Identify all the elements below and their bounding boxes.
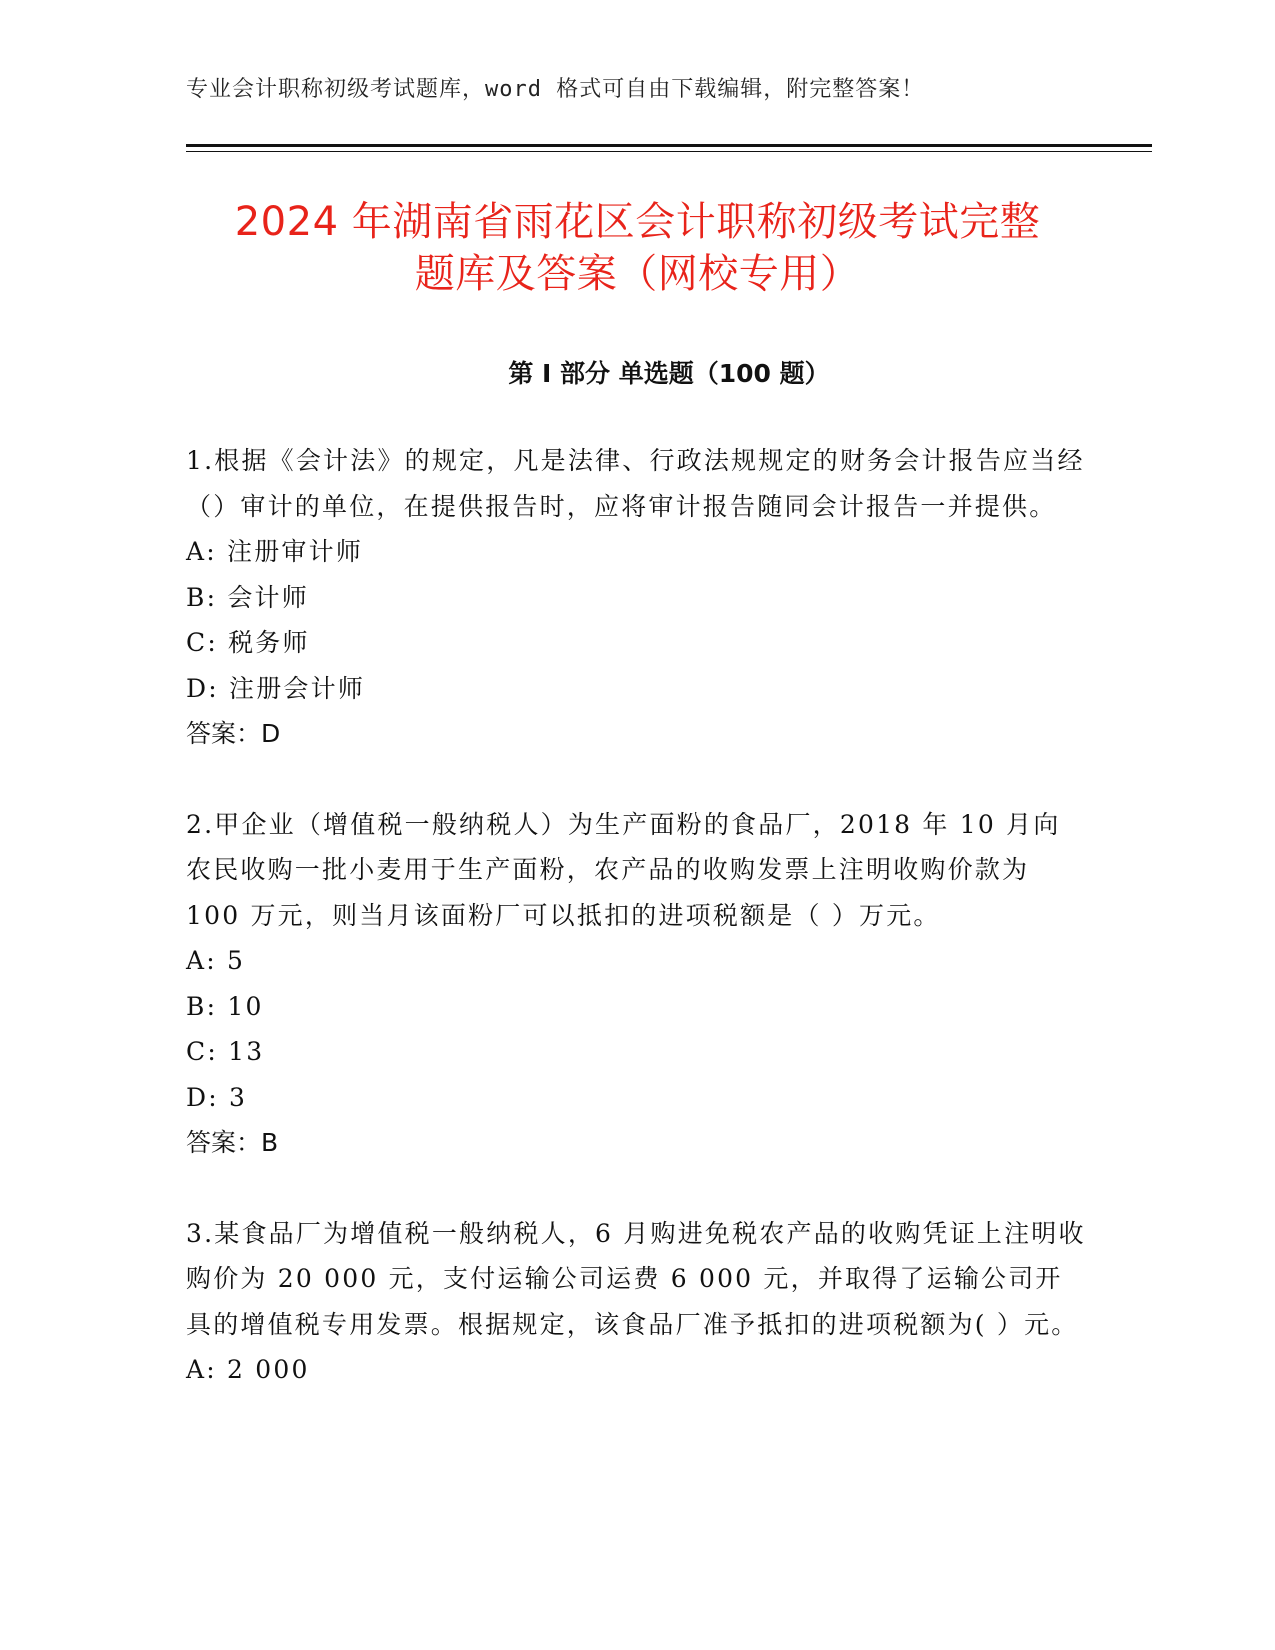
header-rule-thin bbox=[186, 151, 1152, 152]
document-title-line-1: 2024 年湖南省雨花区会计职称初级考试完整 bbox=[234, 199, 1041, 245]
question-2 bbox=[186, 802, 1086, 1166]
question-option-d: D: 3 bbox=[186, 1082, 248, 1112]
question-answer: 答案：D bbox=[186, 719, 281, 748]
question-option-a: A: 注册审计师 bbox=[186, 537, 364, 566]
question-stem: 1.根据《会计法》的规定，凡是法律、行政法规规定的财务会计报告应当经（）审计的单位，在提供报告时，应将审计报告随同会计报告一并提供。 bbox=[186, 446, 1085, 521]
question-option-b: B: 会计师 bbox=[186, 582, 309, 612]
question-1 bbox=[186, 438, 1086, 757]
question-answer: 答案：B bbox=[186, 1128, 279, 1157]
question-option-c: C: 13 bbox=[186, 1037, 265, 1066]
question-stem: 2.甲企业（增值税一般纳税人）为生产面粉的食品厂，2018 年 10 月向农民收购一批小麦用于生产面粉，农产品的收购发票上注明收购价款为 100 万元，则当月该面粉厂可以抵扣的进项税额是（ ）万元。 bbox=[186, 809, 1061, 930]
section-title: 第 I 部分 单选题（100 题） bbox=[508, 359, 830, 388]
page-header: 专业会计职称初级考试题库，word 格式可自由下载编辑，附完整答案！ bbox=[186, 77, 925, 102]
question-option-b: B: 10 bbox=[186, 991, 264, 1021]
question-spacer bbox=[186, 757, 1086, 802]
question-list bbox=[186, 438, 1086, 1393]
question-option-c: C: 税务师 bbox=[186, 628, 310, 657]
question-option-d: D: 注册会计师 bbox=[186, 673, 366, 703]
question-3 bbox=[186, 1211, 1086, 1393]
question-spacer bbox=[186, 1166, 1086, 1211]
document-title-line-2: 题库及答案（网校专用） bbox=[414, 251, 861, 297]
document-title bbox=[160, 196, 1115, 300]
header-rule-thick bbox=[186, 144, 1152, 147]
question-option-a: A: 5 bbox=[186, 946, 246, 975]
question-stem: 3.某食品厂为增值税一般纳税人，6 月购进免税农产品的收购凭证上注明收购价为 20 000 元，支付运输公司运费 6 000 元，并取得了运输公司开具的增值税专用发票。根据规定，该食品厂准予抵扣的进项税额为( ）元。 bbox=[186, 1218, 1086, 1339]
question-option-a: A: 2 000 bbox=[186, 1355, 310, 1384]
